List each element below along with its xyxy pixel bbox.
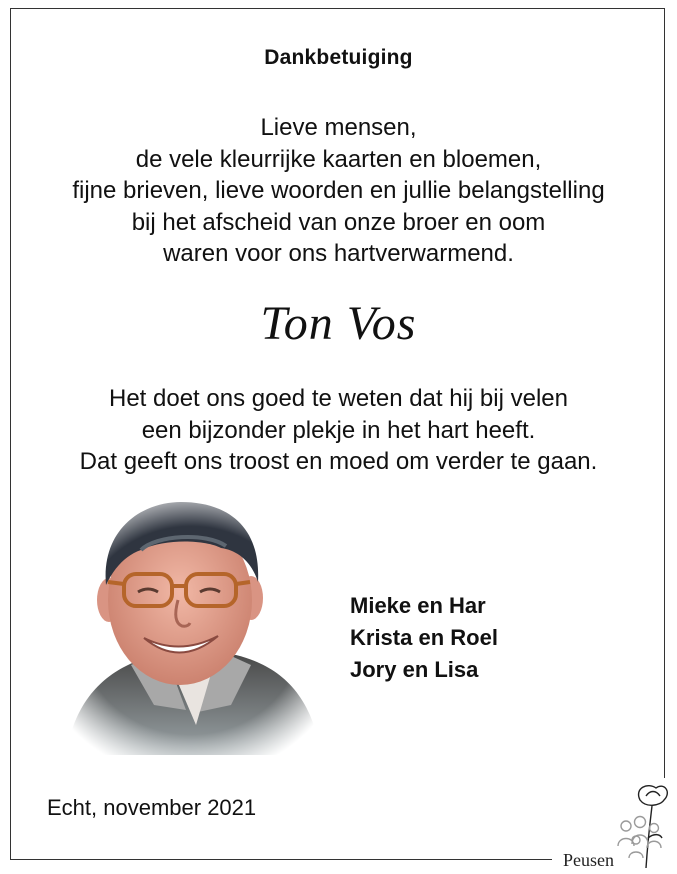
- signature-line: Mieke en Har: [350, 593, 486, 618]
- signature-line: Jory en Lisa: [350, 657, 479, 682]
- intro-line: fijne brieven, lieve woorden en jullie belangstelling: [72, 177, 605, 204]
- notice-title: Dankbetuiging: [264, 46, 413, 69]
- portrait-photo: [46, 490, 336, 760]
- intro-line: waren voor ons hartverwarmend.: [163, 240, 514, 267]
- publisher-name: Peusen: [563, 850, 614, 870]
- body-line: Dat geeft ons troost en moed om verder te gaan.: [79, 448, 598, 475]
- body-text: [0, 383, 677, 478]
- body-line: een bijzonder plekje in het hart heeft.: [141, 416, 536, 444]
- intro-line: de vele kleurrijke kaarten en bloemen,: [135, 145, 542, 173]
- signature-line: Krista en Roel: [350, 625, 498, 650]
- signatures: [350, 590, 498, 686]
- deceased-name: Ton Vos: [260, 297, 417, 350]
- intro-line: bij het afscheid van onze broer en oom: [131, 208, 546, 236]
- intro-text: [0, 112, 677, 270]
- place-date: Echt, november 2021: [47, 795, 257, 820]
- body-line: Het doet ons goed te weten dat hij bij velen: [109, 385, 568, 412]
- intro-line: Lieve mensen,: [260, 114, 417, 141]
